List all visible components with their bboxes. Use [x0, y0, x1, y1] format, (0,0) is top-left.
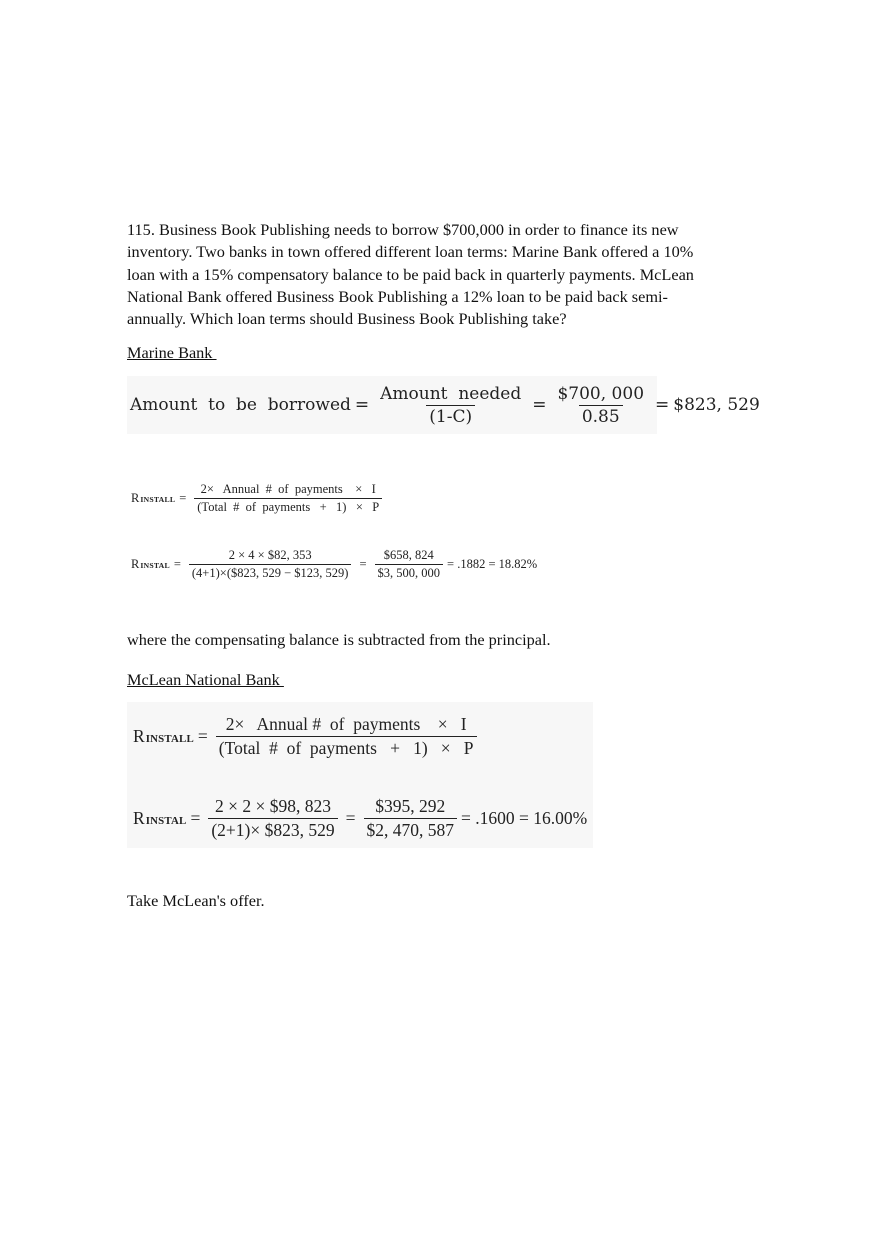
compensating-balance-note: where the compensating balance is subtracted from the principal.: [127, 630, 551, 649]
numerator: 2 × 2 × $98, 823: [214, 795, 331, 816]
numerator: 2× Annual # of payments × I: [225, 713, 467, 734]
problem-statement: [127, 219, 747, 330]
fraction: [375, 548, 444, 581]
eq-lhs: Amount to be borrowed: [130, 395, 351, 415]
eq-equals: =: [354, 395, 370, 415]
fraction: [216, 714, 477, 759]
fraction: [377, 384, 524, 427]
denominator: (Total # of payments + 1) × P: [216, 736, 477, 759]
conclusion-text: Take McLean's offer.: [127, 891, 265, 910]
fraction: [194, 482, 382, 515]
numerator: Amount needed: [380, 383, 522, 404]
eq-equals: =: [655, 395, 670, 415]
mclean-rate-formula: R INSTALL = $\frac{\text{2× Annual \# of payments × I}}{\text{(Total \# of payments + 1) × P}}$: [133, 708, 481, 764]
eq-result: $823, 529: [673, 395, 760, 415]
problem-line: inventory. Two banks in town offered different loan terms: Marine Bank offered a 10%: [127, 242, 694, 262]
denominator: $2, 470, 587: [364, 818, 458, 841]
denominator: (1-C): [426, 405, 475, 427]
r-instal-symbol: R INSTAL: [133, 807, 187, 828]
problem-line: loan with a 15% compensatory balance to be paid back in quarterly payments. McLean: [127, 264, 694, 284]
numerator: $700, 000: [557, 383, 645, 404]
r-install-symbol: R INSTALL: [131, 490, 176, 505]
fraction: [189, 548, 352, 581]
denominator: 0.85: [579, 405, 623, 427]
marine-rate-calculation: R INSTAL = $\frac{2 \times 4 \times \$82, 353}{(4+1)\times(\$823, 529 - \$123, 529)}$ = $\frac{\$658, 824}{\$3, 500, 000}$ = .1882 = 18.82%: [131, 547, 538, 580]
denominator: $3, 500, 000: [375, 564, 444, 581]
numerator: 2 × 4 × $82, 353: [228, 547, 312, 562]
fraction: [364, 796, 458, 841]
fraction: [208, 796, 337, 841]
numerator: 2× Annual # of payments × I: [200, 481, 376, 496]
eq-result: = .1600 = 16.00%: [461, 807, 588, 828]
problem-line: annually. Which loan terms should Business Book Publishing take?: [127, 309, 567, 329]
r-instal-symbol: R INSTAL: [131, 556, 170, 571]
numerator: $395, 292: [375, 795, 446, 816]
mclean-bank-heading: McLean National Bank: [127, 670, 284, 689]
marine-bank-heading: Marine Bank: [127, 343, 217, 362]
eq-result: = .1882 = 18.82%: [447, 556, 538, 571]
fraction: [554, 384, 647, 427]
eq-equals: =: [532, 395, 547, 415]
r-install-symbol: R INSTALL: [133, 725, 194, 746]
denominator: (2+1)× $823, 529: [208, 818, 337, 841]
problem-line: 115. Business Book Publishing needs to borrow $700,000 in order to finance its new: [127, 220, 679, 239]
denominator: (4+1)×($823, 529 − $123, 529): [189, 564, 352, 581]
problem-line: National Bank offered Business Book Publishing a 12% loan to be paid back semi-: [127, 286, 668, 306]
marine-borrow-equation: [130, 379, 760, 431]
marine-rate-formula: R INSTALL = $\frac{\text{2× Annual \# of payments × I}}{\text{(Total \# of payments + 1) × P}}$: [131, 477, 386, 519]
denominator: (Total # of payments + 1) × P: [194, 498, 382, 515]
numerator: $658, 824: [383, 547, 434, 562]
mclean-rate-calculation: R INSTAL = $\frac{2 \times 2 \times \$98, 823}{(2+1)\times \$823, 529}$ = $\frac{\$395, 292}{\$2, 470, 587}$ = .1600 = 16.00%: [133, 795, 588, 840]
